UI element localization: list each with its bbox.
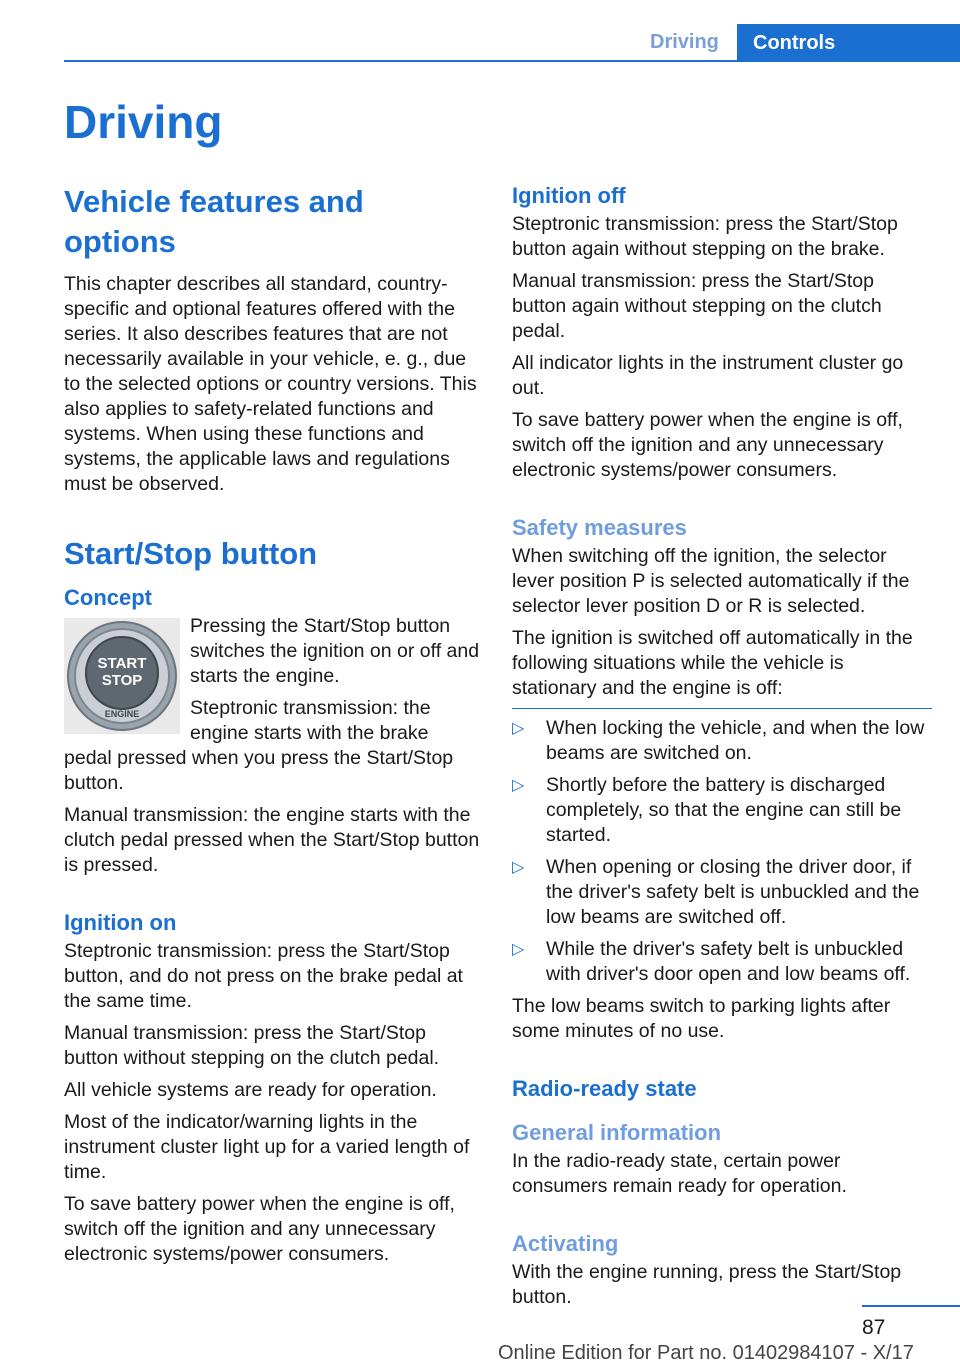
ignition-off-heading: Ignition off [512, 183, 626, 208]
header-chapter-tab: Controls [737, 24, 960, 62]
features-heading: Vehicle features and options [64, 184, 364, 259]
edition-footer: Online Edition for Part no. 01402984107 - X/17 [498, 1342, 914, 1364]
safety-paragraph-3: The low beams switch to parking lights after some minutes of no use. [512, 995, 891, 1042]
triangle-bullet-icon: ▷ [512, 720, 525, 737]
triangle-bullet-icon: ▷ [512, 859, 525, 876]
concept-paragraph-1: Pressing the Start/Stop button switches the ignition on or off and starts the engine. [190, 615, 480, 687]
ignition-off-paragraph-4: To save battery power when the engine is off, switch off the ignition and any unnecessary electronic systems/power consumers. [512, 409, 903, 481]
ignition-off-paragraph-2: Manual transmission: press the Start/Stop button again without stepping on the clutch pedal. [512, 270, 882, 342]
ignition-on-paragraph-5: To save battery power when the engine is off, switch off the ignition and any unnecessary electronic systems/power consumers. [64, 1193, 455, 1265]
features-text: This chapter describes all standard, country-specific and optional features offered with the series. It also describes features that are not necessarily available in your vehicle, e. g., due to the selected options or country versions. This also applies to safety-related functions and systems. When using these functions and systems, the applicable laws and regulations must be observed. [64, 273, 477, 495]
start-stop-button-icon [64, 618, 180, 734]
list-item: ▷ Shortly before the battery is discharged completely, so that the engine can still be started. [512, 774, 902, 846]
triangle-bullet-icon: ▷ [512, 941, 525, 958]
safety-paragraph-1: When switching off the ignition, the selector lever position P is selected automatically if the selector lever position D or R is selected. [512, 545, 910, 617]
concept-paragraph-3: Manual transmission: the engine starts with the clutch pedal pressed when the Start/Stop button is pressed. [64, 804, 480, 876]
activating-heading: Activating [512, 1231, 619, 1256]
safety-list [512, 716, 932, 987]
ignition-on-paragraph-3: All vehicle systems are ready for operation. [64, 1079, 437, 1101]
svg-text:STOP: STOP [101, 672, 143, 689]
footer-rule [862, 1305, 960, 1307]
ignition-on-paragraph-2: Manual transmission: press the Start/Stop button without stepping on the clutch pedal. [64, 1022, 440, 1069]
right-column [512, 182, 932, 1317]
left-column [64, 182, 480, 1274]
concept-heading: Concept [64, 585, 152, 610]
concept-paragraph-2: Steptronic transmission: the engine starts with the brake pedal pressed when you press the Start/Stop button. [64, 697, 454, 794]
triangle-bullet-icon: ▷ [512, 777, 525, 794]
general-paragraph-1: In the radio-ready state, certain power consumers remain ready for operation. [512, 1150, 847, 1197]
page-title: Driving [64, 96, 223, 148]
ignition-off-paragraph-1: Steptronic transmission: press the Start/Stop button again without stepping on the brake. [512, 213, 898, 260]
ignition-on-heading: Ignition on [64, 910, 177, 935]
activating-paragraph-1: With the engine running, press the Start/Stop button. [512, 1261, 902, 1308]
general-information-heading: General information [512, 1120, 722, 1145]
page-number: 87 [862, 1316, 886, 1339]
list-item: ▷ While the driver's safety belt is unbuckled with driver's door open and low beams off. [512, 938, 911, 985]
safety-measures-heading: Safety measures [512, 515, 687, 540]
safety-paragraph-2: The ignition is switched off automatically in the following situations while the vehicle is stationary and the engine is off: [512, 627, 913, 699]
list-separator [512, 708, 932, 709]
header-section-label: Driving [650, 31, 719, 53]
radio-ready-heading: Radio-ready state [512, 1076, 697, 1101]
ignition-on-paragraph-1: Steptronic transmission: press the Start/Stop button, and do not press on the brake pedal at the same time. [64, 940, 463, 1012]
start-stop-heading: Start/Stop button [64, 536, 318, 571]
list-item: ▷ When opening or closing the driver door, if the driver's safety belt is unbuckled and the low beams are switched off. [512, 856, 920, 928]
svg-text:ENGINE: ENGINE [104, 709, 140, 719]
svg-text:START: START [97, 655, 147, 672]
start-stop-button-image [64, 618, 180, 734]
ignition-on-paragraph-4: Most of the indicator/warning lights in the instrument cluster light up for a varied length of time. [64, 1111, 470, 1183]
ignition-off-paragraph-3: All indicator lights in the instrument cluster go out. [512, 352, 904, 399]
concept-block [64, 614, 480, 803]
list-item: ▷ When locking the vehicle, and when the low beams are switched on. [512, 717, 925, 764]
